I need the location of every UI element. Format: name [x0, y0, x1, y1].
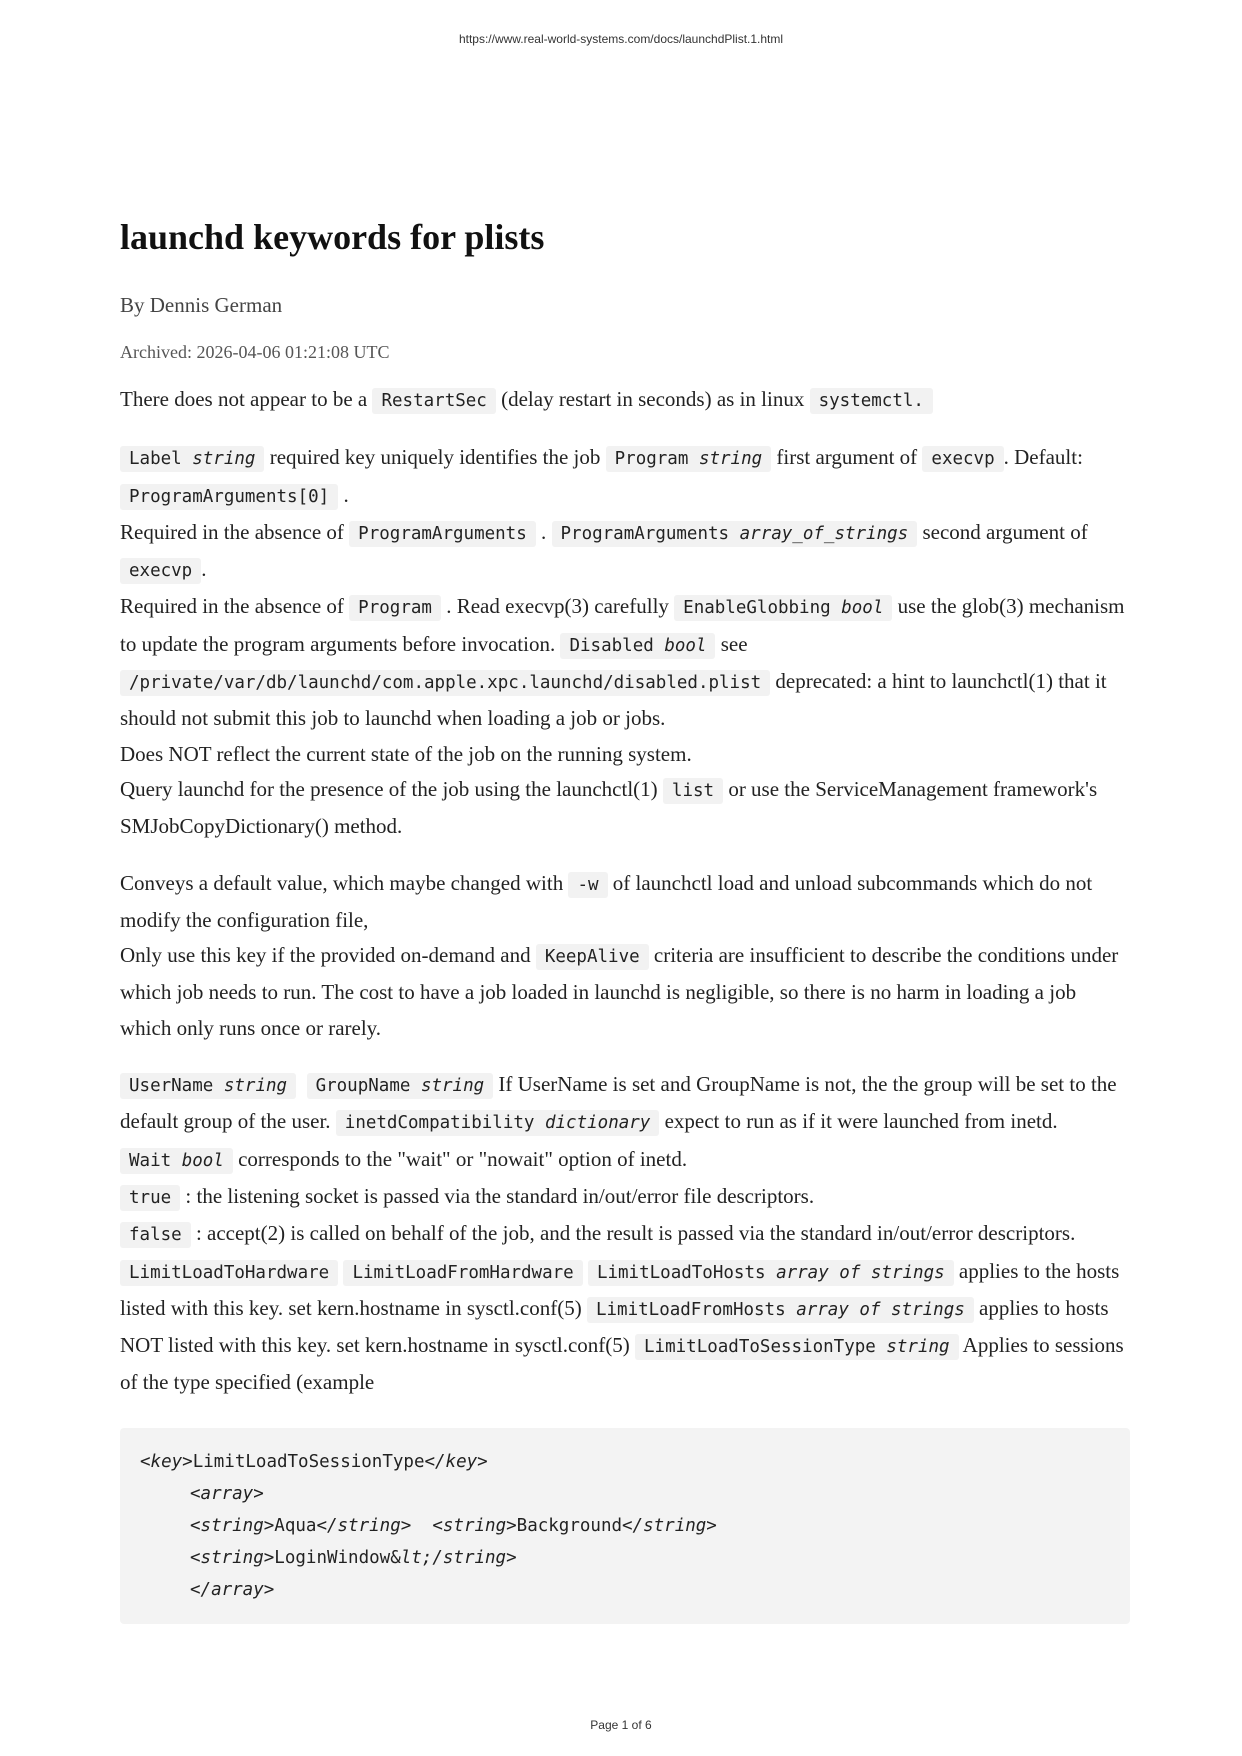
- text: Conveys a default value, which maybe changed with: [120, 870, 569, 895]
- text: .: [338, 482, 349, 507]
- text: or use the ServiceManagement framework's SMJobCopyDictionary() method.: [120, 776, 1098, 839]
- text: Only use this key if the provided on-demand and: [120, 943, 536, 968]
- text: Does NOT reflect the current state of the job on the running system.: [120, 741, 692, 766]
- text: required key uniquely identifies the job: [264, 445, 606, 470]
- text: applies to the hosts listed with this key. set kern.hostname in sysctl.conf(5): [120, 1258, 1120, 1320]
- page-title: launchd keywords for plists: [120, 217, 545, 257]
- text: There does not appear to be a: [120, 387, 373, 411]
- text: : accept(2) is called on behalf of the job, and the result is passed via the standard in/out/error descriptors.: [190, 1221, 1076, 1246]
- intro-paragraph: [120, 382, 1130, 419]
- text: : the listening socket is passed via the standard in/out/error file descriptors.: [180, 1183, 815, 1208]
- text: first argument of: [771, 445, 923, 470]
- code-groupname: GroupName string: [307, 1073, 494, 1099]
- code-wait: Wait bool: [120, 1148, 233, 1174]
- page-url: https://www.real-world-systems.com/docs/launchdPlist.1.html: [458, 32, 784, 46]
- text: (delay restart in seconds) as in linux: [495, 387, 810, 411]
- keys-paragraph: [120, 440, 1130, 844]
- code-line: <string>LoginWindow&lt;/string>: [190, 1547, 517, 1568]
- code-line: <string>Aqua</string> <string>Background</string>: [190, 1515, 717, 1536]
- text: criteria are insufficient to describe the conditions under which job needs to run. The cost to have a job loaded in launchd is negligible, so there is no harm in loading a job which only runs once or rarely.: [120, 943, 1119, 1040]
- text: Applies to sessions of the type specified (example: [120, 1333, 1124, 1395]
- text: see: [715, 631, 748, 656]
- code-false: false: [120, 1222, 191, 1248]
- code-true: true: [120, 1185, 180, 1211]
- text: deprecated: a hint to launchctl(1) that it should not submit this job to launchd when loading a job or jobs.: [120, 669, 1107, 731]
- text: corresponds to the "wait" or "nowait" option of inetd.: [232, 1146, 688, 1171]
- text: Required in the absence of: [120, 519, 350, 544]
- code-limitloadtosessiontype: LimitLoadToSessionType string: [635, 1334, 959, 1360]
- code-restartsec: RestartSec: [372, 388, 495, 414]
- code-limitloadfromhardware: LimitLoadFromHardware: [343, 1260, 582, 1286]
- article: [120, 210, 1130, 1624]
- code-disabled-path: /private/var/db/launchd/com.apple.xpc.launchd/disabled.plist: [120, 670, 770, 696]
- code-systemctl: systemctl.: [810, 388, 933, 414]
- code-execvp: execvp: [922, 446, 1003, 472]
- code-label: Label string: [120, 446, 264, 472]
- author-byline: By Dennis German: [120, 293, 283, 317]
- text: . Read execvp(3) carefully: [440, 594, 675, 619]
- text: Required in the absence of: [120, 594, 350, 619]
- text: .: [535, 519, 552, 544]
- code-programarguments-0: ProgramArguments[0]: [120, 484, 338, 510]
- code-line: <array>: [190, 1483, 264, 1504]
- page-number: Page 1 of 6: [590, 1718, 652, 1732]
- text: applies to hosts NOT listed with this key. set kern.hostname in sysctl.conf(5): [120, 1295, 1109, 1358]
- code-keepalive: KeepAlive: [536, 944, 649, 970]
- text: use the glob(3) mechanism to update the program arguments before invocation.: [120, 594, 1125, 656]
- code-limitloadfromhosts: LimitLoadFromHosts array of strings: [587, 1297, 974, 1323]
- code-username: UserName string: [120, 1073, 296, 1099]
- text: second argument of: [917, 519, 1088, 544]
- text: Query launchd for the presence of the job using the launchctl(1): [120, 776, 663, 801]
- text: .: [201, 557, 207, 582]
- code-block: [120, 1428, 1130, 1624]
- text: of launchctl load and unload subcommands which do not modify the configuration file,: [120, 870, 1093, 932]
- archived-date: Archived: 2026-04-06 01:21:08 UTC: [120, 342, 390, 362]
- code-programarguments: ProgramArguments: [349, 521, 536, 547]
- code-disabled: Disabled bool: [560, 633, 715, 659]
- text: . Default:: [1003, 445, 1083, 470]
- user-limits-paragraph: [120, 1067, 1130, 1401]
- text: If UserName is set and GroupName is not, the the group will be set to the default group of the user.: [120, 1072, 1117, 1134]
- text: expect to run as if it were launched from inetd.: [659, 1109, 1058, 1134]
- code-execvp: execvp: [120, 558, 201, 584]
- code-inetdcompatibility: inetdCompatibility dictionary: [336, 1110, 660, 1136]
- code-program: Program string: [606, 446, 772, 472]
- code-line: <key>LimitLoadToSessionType</key>: [140, 1451, 488, 1472]
- code-limitloadtohosts: LimitLoadToHosts array of strings: [588, 1260, 954, 1286]
- code-limitloadtohardware: LimitLoadToHardware: [120, 1260, 338, 1286]
- code-line: </array>: [190, 1579, 275, 1600]
- code-enableglobbing: EnableGlobbing bool: [674, 595, 892, 621]
- code-programarguments-type: ProgramArguments array_of_strings: [552, 521, 918, 547]
- code-program: Program: [349, 595, 441, 621]
- code-w-flag: -w: [568, 872, 607, 898]
- code-list: list: [663, 778, 723, 804]
- default-value-paragraph: [120, 866, 1130, 1046]
